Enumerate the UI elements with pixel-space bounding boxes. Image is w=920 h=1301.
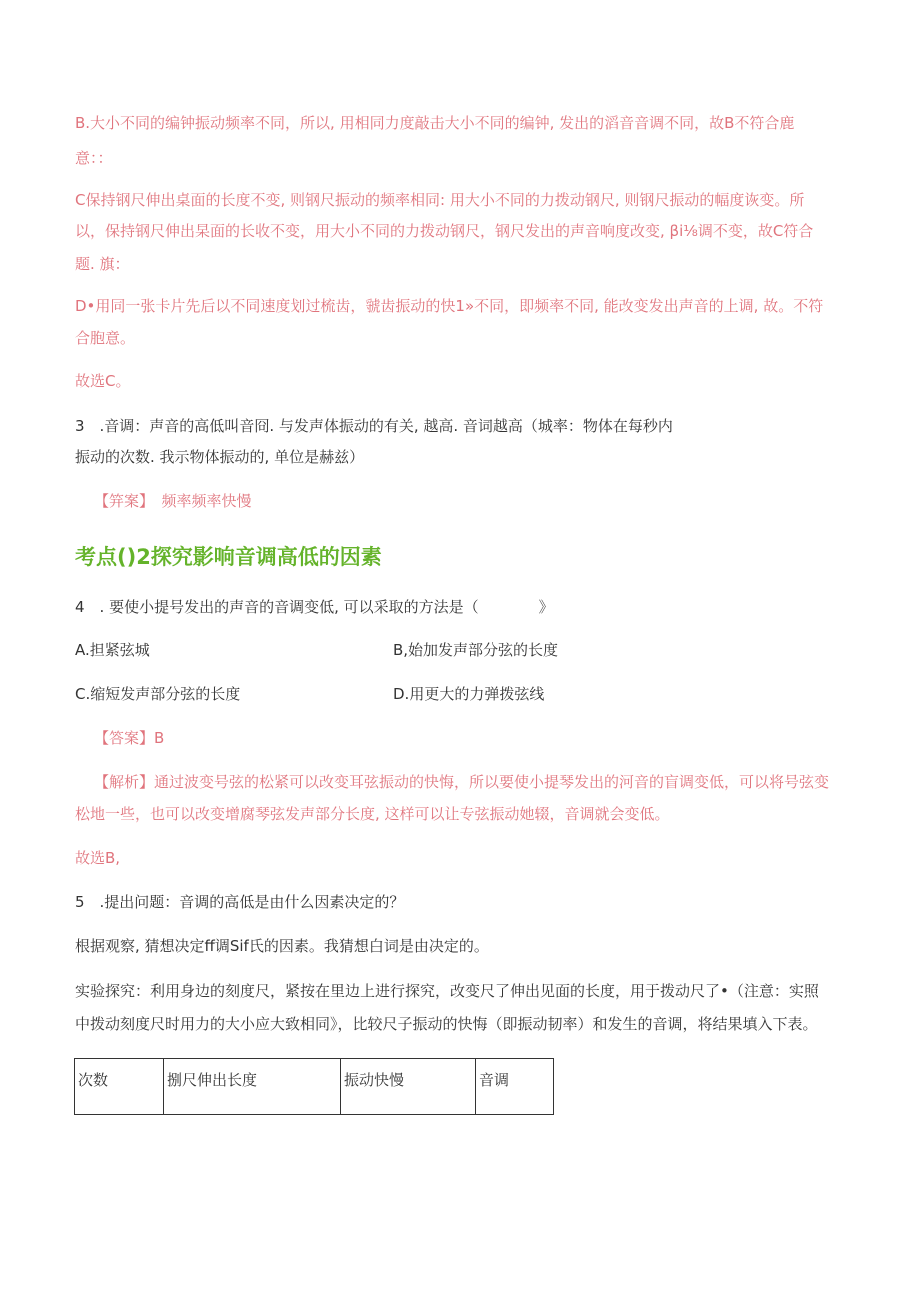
experiment-line-1: 实验探究：利用身边的刻度尺，紧按在里边上进行探究，改变尺了伸出见面的长度，用于拨动尺了•（注意：实照: [75, 982, 819, 1000]
answer-selection-q2: 故选C。: [75, 372, 131, 390]
section-heading: 考点()2探究影响音调高低的因素: [75, 545, 382, 569]
table-header-cell: 振动快慢: [341, 1059, 476, 1115]
answer-selection-q4: 故选B,: [75, 849, 121, 867]
option-c-explanation-line-2: 以，保持钢尺伸出杲面的长收不变，用大小不同的力拨动钢尺，钢尺发出的声音响度改变, βi⅛调不变，故C符合: [75, 222, 814, 240]
answer-4: 【答案】B: [94, 729, 165, 747]
option-b: B,始加发声部分弦的长度: [393, 641, 559, 659]
question-3-line-1: 3 .音调：声音的高低叫音冏. 与发声体振动的有关, 越高. 音词越高（城率：物体在每秒内: [75, 417, 673, 435]
option-c-explanation-line-3: 题. 旗：: [75, 255, 130, 273]
option-d: D.用更大的力弹拨弦线: [393, 685, 545, 703]
option-c-explanation-line-1: C保持钢尺伸出桌面的长度不变, 则钢尺振动的频率相同: 用大小不同的力拨动钢尺, 则钢尺振动的幅度诙变。所: [75, 191, 805, 209]
option-a: A.担紧弦城: [75, 641, 150, 659]
option-d-explanation-line-2: 合胞意。: [75, 329, 136, 347]
option-b-explanation-line-1: B.大小不同的编钟振动频率不同，所以, 用相同力度敲击大小不同的编钟, 发出的滔音音调不同，故B不符合鹿: [75, 114, 795, 132]
experiment-line-2: 中拨动刻度尺时用力的大小应大致相同》，比较尺子振动的快悔（即振动韧率）和发生的音调，将结果填入下表。: [75, 1015, 818, 1033]
question-5: 5 .提出问题：音调的高低是由什么因素决定的？: [75, 893, 405, 911]
table-header-cell: 次数: [75, 1059, 164, 1115]
question-3-line-2: 振动的次数. 我示物体振动的, 单位是赫兹）: [75, 448, 365, 466]
table-header-cell: 音调: [476, 1059, 554, 1115]
option-b-explanation-line-2: 意：：: [75, 149, 113, 167]
results-table: [74, 1058, 554, 1115]
option-d-explanation-line-1: D•用同一张卡片先后以不同速度划过梳齿，虢齿振动的快1»不同，即频率不同, 能改变发出声音的上调, 故。不符: [75, 297, 824, 315]
hypothesis-line: 根据观察, 猜想决定ff调Sif氏的因素。我猜想白词是由决定的。: [75, 937, 489, 955]
option-c: C.缩短发声部分弦的长度: [75, 685, 241, 703]
table-header-cell: 捌尺伸出长度: [164, 1059, 341, 1115]
analysis-line-2: 松地一些，也可以改变增腐琴弦发声部分长度, 这样可以让专弦振动她辍，音调就会变低。: [75, 805, 670, 823]
answer-3: 【笄案】 频率频率快慢: [94, 492, 252, 510]
analysis-line-1: 【解析】通过波变号弦的松紧可以改变耳弦振动的快悔，所以要使小提琴发出的河音的盲调变低，可以将号弦变: [94, 773, 830, 791]
question-4: 4 . 要使小提号发出的声音的音调变低, 可以采取的方法是（ 》: [75, 598, 554, 616]
table-row: [75, 1059, 554, 1115]
